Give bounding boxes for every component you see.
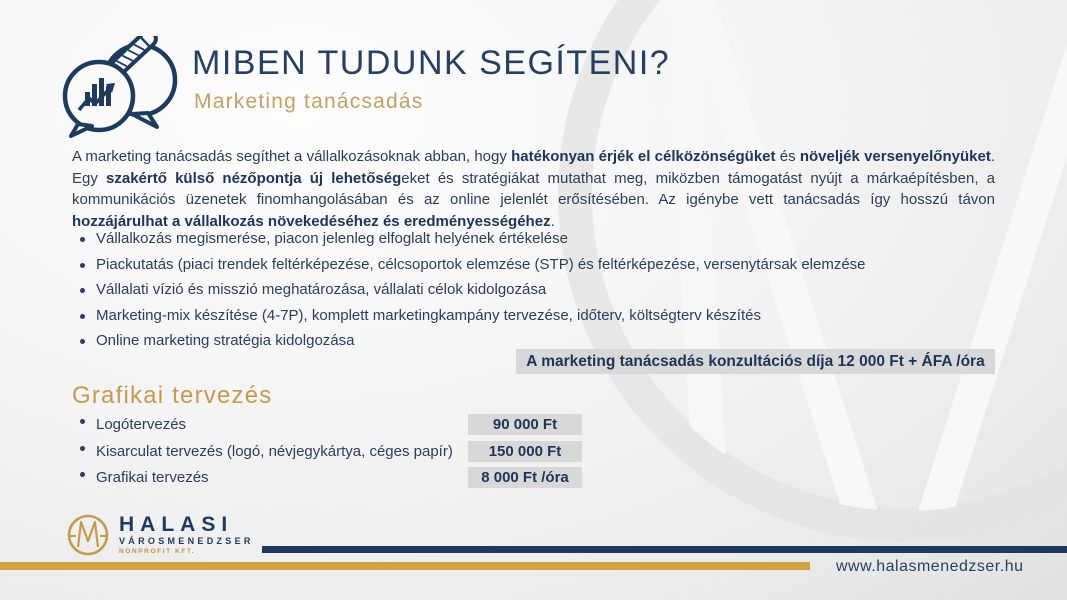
graphic-item-label: Grafikai tervezés	[80, 467, 209, 489]
intro-segment-bold: szakértő külső nézőpontja új lehetőség	[106, 169, 402, 187]
list-item: Piackutatás (piaci trendek feltérképezése, célcsoportok elemzése (STP) és feltérképezése, versenytársak elemzése	[80, 258, 866, 273]
list-item: Vállalati vízió és misszió meghatározása, vállalati célok kidolgozása	[80, 283, 866, 298]
logo-subtitle-2: NONPROFIT KFT.	[119, 548, 196, 555]
logo-text-block	[119, 512, 254, 556]
intro-segment-bold: hatékonyan érjék el célközönségüket	[511, 148, 776, 165]
list-item: Marketing-mix készítése (4-7P), komplett marketingkampány tervezése, időterv, költségterv készítés	[80, 309, 866, 324]
page-title: MIBEN TUDUNK SEGÍTENI?	[192, 44, 671, 82]
website-url: www.halasmenedzser.hu	[836, 558, 1024, 575]
services-list	[80, 232, 866, 360]
intro-segment: A marketing tanácsadás segíthet a vállalkozásoknak abban, hogy	[72, 148, 512, 165]
graphic-design-row	[80, 441, 562, 463]
intro-segment-bold: növeljék versenyelőnyüket	[799, 148, 991, 165]
header	[62, 36, 670, 138]
intro-paragraph	[72, 146, 995, 232]
logo-name: HALASI	[119, 513, 234, 536]
list-item: Vállalkozás megismerése, piacon jelenleg elfoglalt helyének értékelése	[80, 232, 866, 247]
graphic-design-heading: Grafikai tervezés	[72, 382, 273, 409]
price-badge: 150 000 Ft	[468, 441, 582, 462]
graphic-item-label: Kisarculat tervezés (logó, névjegykártya, céges papír)	[80, 441, 453, 463]
chat-chart-pencil-icon	[62, 36, 180, 138]
intro-segment: . Egy	[72, 148, 995, 187]
price-badge: 8 000 Ft /óra	[468, 467, 582, 488]
company-logo	[64, 512, 254, 560]
footer-gold-bar	[0, 562, 810, 570]
halasi-monogram-icon	[64, 512, 112, 560]
consulting-price-banner: A marketing tanácsadás konzultációs díja 12 000 Ft + ÁFA /óra	[516, 349, 995, 374]
title-block	[192, 36, 670, 114]
intro-segment: .	[550, 212, 555, 230]
page-subtitle: Marketing tanácsadás	[194, 89, 424, 113]
price-badge: 90 000 Ft	[468, 414, 582, 435]
graphic-design-row	[80, 414, 558, 436]
intro-segment: eket és stratégiákat mutathat meg, miközben támogatást nyújt a márkaépítésben, a kommunikációs üzenetek finomhangolásában és az online jelenlét erősítésében. Az igénybe vett tanácsadás így hosszú távon	[72, 169, 996, 208]
graphic-item-label: Logótervezés	[80, 414, 186, 436]
list-item: Online marketing stratégia kidolgozása	[80, 334, 866, 349]
logo-subtitle: VÁROSMENEDZSER	[119, 536, 254, 546]
footer-navy-bar	[262, 546, 1067, 553]
intro-segment: és	[775, 148, 800, 165]
graphic-design-row	[80, 467, 569, 489]
intro-segment-bold: hozzájárulhat a vállalkozás növekedéséhez és eredményességéhez	[72, 212, 551, 230]
